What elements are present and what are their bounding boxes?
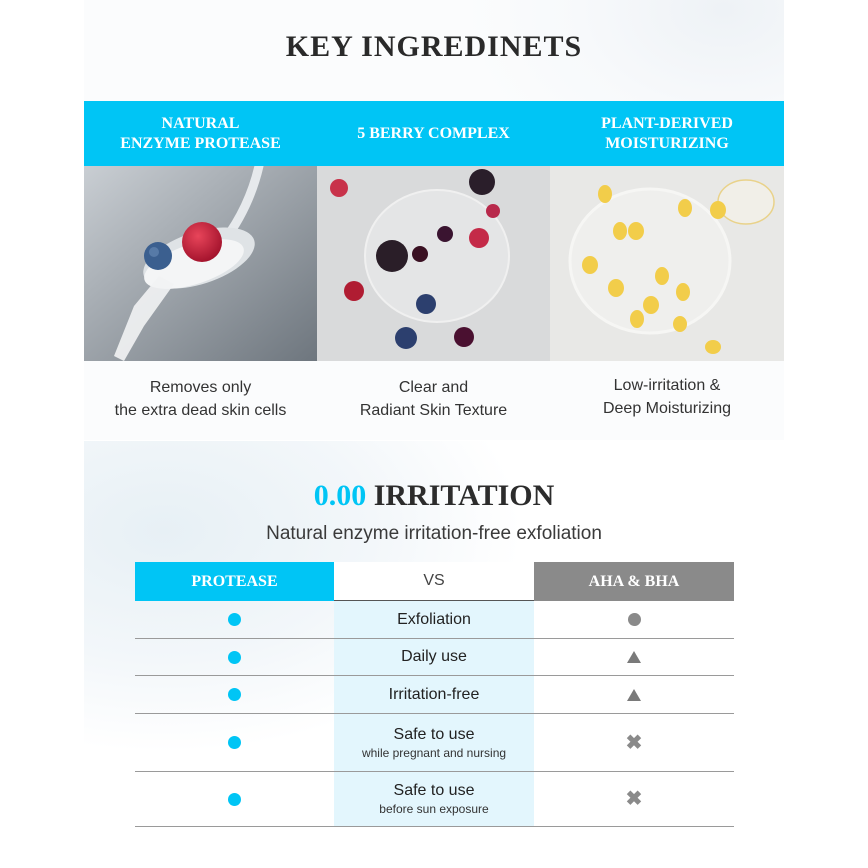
filled-circle-icon [228, 736, 241, 749]
triangle-icon [627, 689, 641, 701]
filled-circle-icon [228, 651, 241, 664]
section-title: KEY INGREDINETS [285, 30, 583, 63]
x-mark-icon: ✖ [625, 788, 643, 810]
filled-circle-icon [228, 793, 241, 806]
photo-spoon-berries [84, 166, 317, 361]
x-mark-icon: ✖ [625, 731, 643, 754]
ingredient-header-bar [84, 101, 784, 166]
filled-circle-icon [228, 688, 241, 701]
row-label: Irritation-free [388, 685, 480, 703]
ingredient-caption-protease: Removes only the extra dead skin cells [114, 379, 287, 419]
row-label: Safe to use [393, 725, 475, 743]
table-header-aha-bha: AHA & BHA [534, 562, 734, 601]
table-row [135, 639, 734, 676]
key-ingredients-section [84, 0, 784, 440]
ingredient-caption-berry: Clear and Radiant Skin Texture [359, 379, 508, 419]
table-header-vs: VS [334, 562, 534, 601]
filled-circle-icon [228, 613, 241, 626]
irritation-heading [84, 479, 784, 513]
row-note: while pregnant and nursing [361, 745, 507, 760]
table-row [135, 772, 734, 827]
row-label: Exfoliation [397, 610, 471, 628]
row-label: Daily use [401, 648, 467, 665]
triangle-icon [627, 651, 641, 663]
irritation-value: 0.00 [313, 479, 367, 512]
irritation-subtitle: Natural enzyme irritation-free exfoliation [266, 523, 602, 544]
photo-plant-moisturizing [550, 166, 784, 361]
row-note: before sun exposure [379, 802, 489, 816]
table-row [135, 601, 734, 639]
ingredient-title-protease: NATURAL ENZYME PROTEASE [120, 114, 281, 152]
ingredient-title-berry: 5 BERRY COMPLEX [357, 124, 510, 142]
table-header-protease: PROTEASE [135, 562, 334, 601]
photo-berry-complex [317, 166, 550, 361]
irritation-section [84, 441, 784, 868]
filled-circle-icon [628, 613, 641, 626]
row-label: Safe to use [393, 782, 475, 799]
ingredient-title-moisturizing: PLANT-DERIVED MOISTURIZING [601, 114, 733, 152]
ingredient-caption-moisturizing: Low-irritation & Deep Moisturizing [602, 377, 732, 417]
table-row [135, 676, 734, 714]
irritation-label: IRRITATION [366, 479, 555, 512]
table-row [135, 714, 734, 772]
